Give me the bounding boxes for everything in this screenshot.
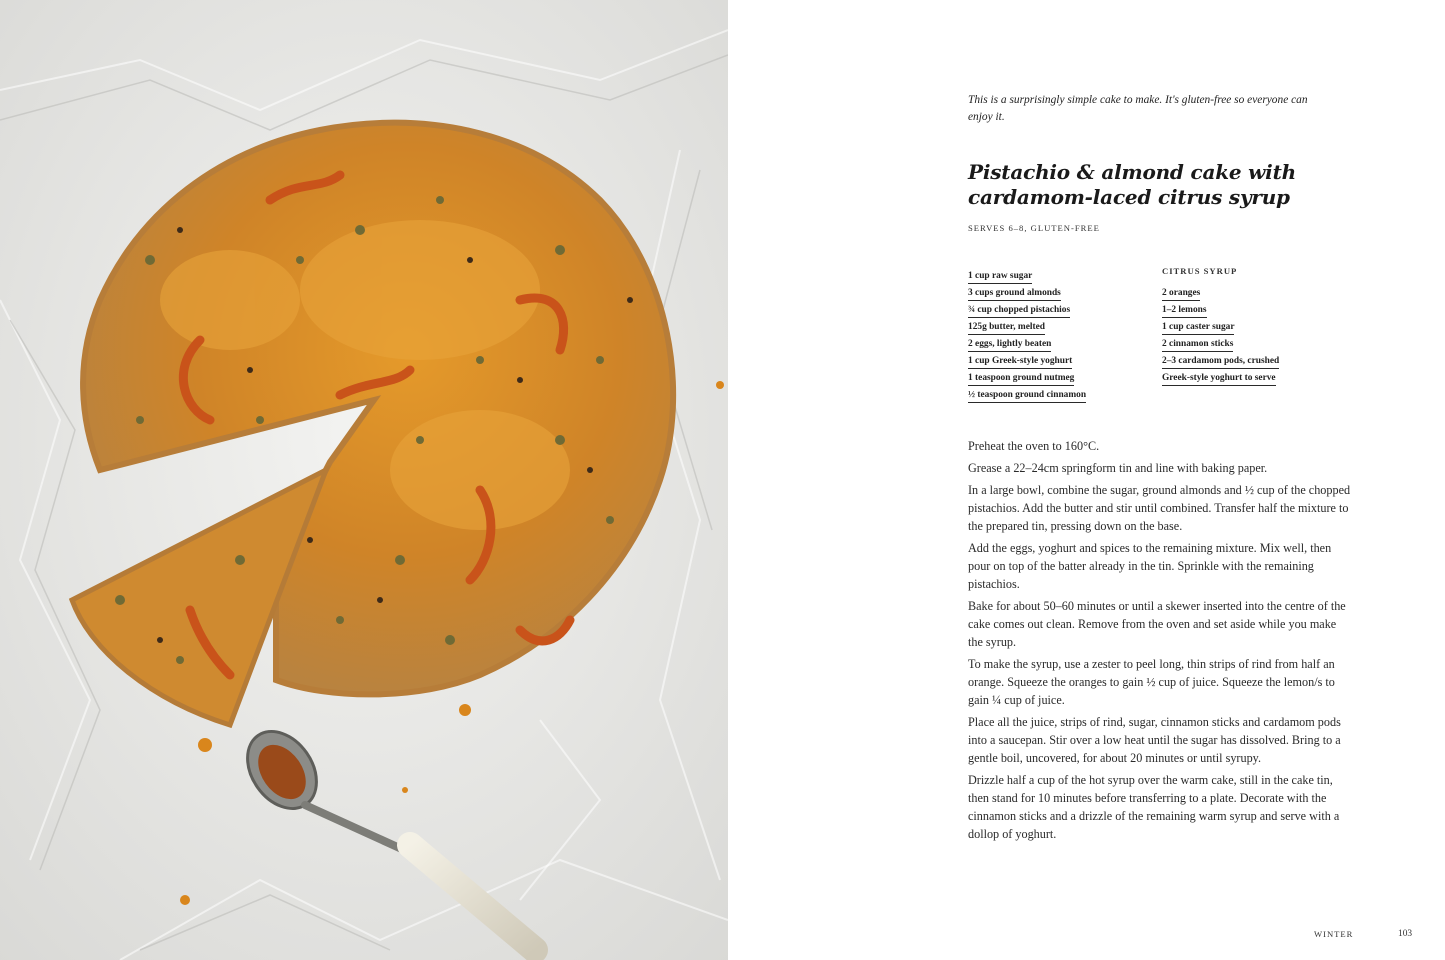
ingredient-item: 3 cups ground almonds [968, 282, 1086, 299]
method-steps [968, 437, 1353, 847]
recipe-title-line2: cardamom-laced citrus syrup [968, 185, 1290, 209]
method-step: To make the syrup, use a zester to peel long, thin strips of rind from half an orange. Squeeze the oranges to gain ½ cup of juice. Squeeze the lemon/s to gain ¼ cup of juice. [968, 657, 1335, 707]
syrup-ingredients-list [1162, 282, 1279, 384]
ingredient-item: 1 cup Greek-style yoghurt [968, 350, 1086, 367]
citrus-syrup-heading: CITRUS SYRUP [1162, 266, 1238, 276]
method-step: Place all the juice, strips of rind, sugar, cinnamon sticks and cardamom pods into a saucepan. Stir over a low heat until the sugar has dissolved. Bring to a gentle boil, uncovered, for about 20 minutes or until syrupy. [968, 715, 1341, 765]
ingredient-item: 125g butter, melted [968, 316, 1086, 333]
ingredient-item: 1 cup raw sugar [968, 265, 1086, 282]
syrup-ingredient-item: 1 cup caster sugar [1162, 316, 1279, 333]
ingredient-item: ¾ cup chopped pistachios [968, 299, 1086, 316]
ingredient-item: ½ teaspoon ground cinnamon [968, 384, 1086, 401]
recipe-title [968, 160, 1388, 210]
syrup-ingredient-item: 2 cinnamon sticks [1162, 333, 1279, 350]
recipe-title-line1: Pistachio & almond cake with [968, 160, 1296, 184]
serves-note: SERVES 6–8, GLUTEN-FREE [968, 223, 1100, 233]
ingredient-item: 2 eggs, lightly beaten [968, 333, 1086, 350]
recipe-intro: This is a surprisingly simple cake to make. It's gluten-free so everyone can enjoy it. [968, 94, 1308, 123]
method-step: Bake for about 50–60 minutes or until a skewer inserted into the centre of the cake comes out clean. Remove from the oven and set aside while you make the syrup. [968, 599, 1346, 649]
ingredient-item: 1 teaspoon ground nutmeg [968, 367, 1086, 384]
syrup-ingredient-item: 1–2 lemons [1162, 299, 1279, 316]
recipe-page [728, 0, 1445, 960]
syrup-ingredient-item: 2 oranges [1162, 282, 1279, 299]
method-step: Preheat the oven to 160°C. [968, 439, 1100, 453]
syrup-ingredient-item: 2–3 cardamom pods, crushed [1162, 350, 1279, 367]
method-step: Drizzle half a cup of the hot syrup over the warm cake, still in the cake tin, then stand for 10 minutes before transferring to a plate. Decorate with the cinnamon sticks and a drizzle of the remaining warm syrup and serve with a dollop of yoghurt. [968, 773, 1340, 841]
method-step: Add the eggs, yoghurt and spices to the remaining mixture. Mix well, then pour on top of the batter already in the tin. Sprinkle with the remaining pistachios. [968, 541, 1332, 591]
running-footer-section: WINTER [1314, 929, 1354, 939]
method-step: Grease a 22–24cm springform tin and line with baking paper. [968, 461, 1268, 475]
syrup-ingredient-item: Greek-style yoghurt to serve [1162, 367, 1279, 384]
method-step: In a large bowl, combine the sugar, ground almonds and ½ cup of the chopped pistachios. Add the butter and stir until combined. Transfer half the mixture to the prepared tin, pressing down on the base. [968, 483, 1351, 533]
cake-ingredients-list [968, 265, 1086, 401]
page-number: 103 [1398, 929, 1413, 939]
